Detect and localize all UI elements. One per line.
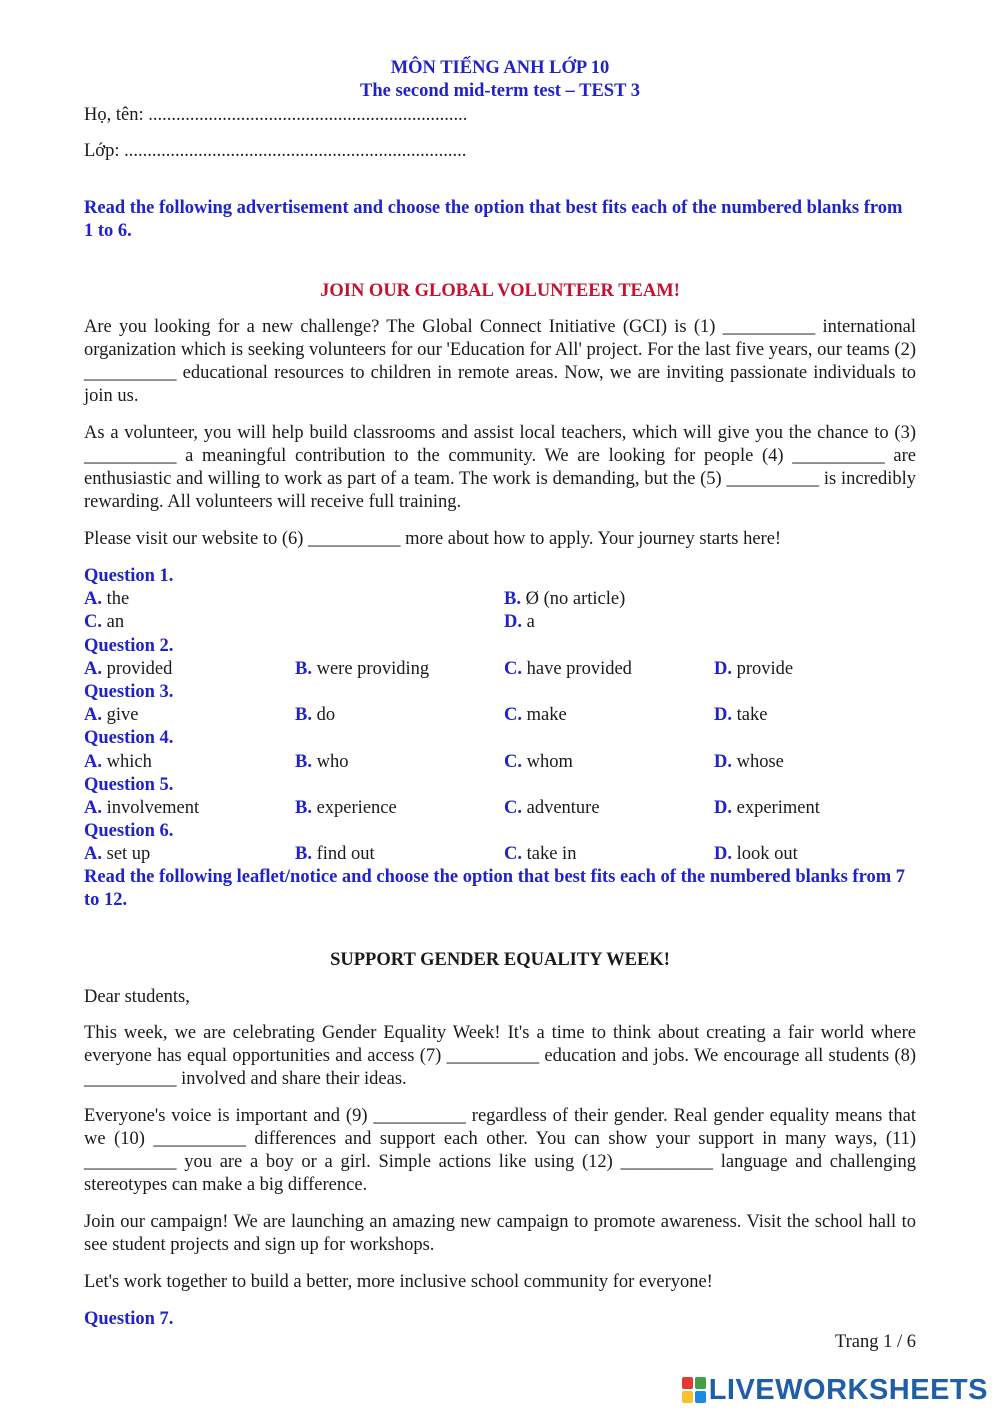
question-1-option-c[interactable]: C. an — [84, 612, 125, 633]
liveworksheets-logo[interactable] — [682, 1372, 988, 1408]
question-6-option-a[interactable]: A. set up — [84, 844, 151, 865]
question-5-option-c[interactable]: C. adventure — [504, 797, 600, 818]
question-7-label: Question 7. — [84, 1309, 174, 1329]
question-5-option-d[interactable]: D. experiment — [714, 797, 820, 818]
student-name-field[interactable]: Họ, tên: ..................................................................... — [84, 105, 468, 125]
section2-greeting: Dear students, — [84, 987, 190, 1007]
section2-paragraph-1: This week, we are celebrating Gender Equality Week! It's a time to think about creating a fair world where everyone has equal opportunities and access (7) __________ education and jobs. We encourage all students (8) __________ involved and share their ideas. — [84, 1023, 916, 1089]
section1-paragraph-1: Are you looking for a new challenge? The Global Connect Initiative (GCI) is (1) __________ international organization which is seeking volunteers for our 'Education for All' project. For the last five years, our teams (2) __________ educational resources to children in remote areas. Now, we are inviting passionate individuals to join us. — [84, 317, 916, 406]
question-1-label: Question 1. — [84, 566, 174, 586]
student-class-field[interactable]: Lớp: .......................................................................... — [84, 141, 467, 161]
question-5-option-b[interactable]: B. experience — [295, 797, 397, 818]
question-1-option-b[interactable]: B. Ø (no article) — [504, 589, 626, 610]
question-2-option-a[interactable]: A. provided — [84, 658, 173, 679]
section2-heading: SUPPORT GENDER EQUALITY WEEK! — [330, 950, 670, 970]
section2-paragraph-4: Let's work together to build a better, more inclusive school community for everyone! — [84, 1272, 713, 1292]
question-1-option-a[interactable]: A. the — [84, 589, 130, 610]
liveworksheets-logo-icon — [682, 1377, 706, 1403]
page-number: Trang 1 / 6 — [834, 1332, 916, 1352]
page-subtitle: The second mid-term test – TEST 3 — [360, 81, 640, 101]
question-1-option-d[interactable]: D. a — [504, 612, 535, 633]
question-3-option-b[interactable]: B. do — [295, 705, 336, 726]
question-4-option-d[interactable]: D. whose — [714, 751, 784, 772]
question-4-option-c[interactable]: C. whom — [504, 751, 573, 772]
section1-instruction: Read the following advertisement and choose the option that best fits each of the numbered blanks from 1 to 6. — [84, 198, 903, 241]
question-4-label: Question 4. — [84, 728, 174, 749]
section2-paragraph-2: Everyone's voice is important and (9) __________ regardless of their gender. Real gender equality means that we (10) __________ differences and support each other. You can show your support in many ways, (11) __________ you are a boy or a girl. Simple actions like using (12) __________ language and challenging stereotypes can make a big difference. — [84, 1106, 916, 1195]
section2-paragraph-3: Join our campaign! We are launching an amazing new campaign to promote awareness. Visit the school hall to see student projects and sign up for workshops. — [84, 1212, 916, 1255]
question-2-option-b[interactable]: B. were providing — [295, 658, 430, 679]
question-5-label: Question 5. — [84, 774, 174, 795]
question-2-option-c[interactable]: C. have provided — [504, 658, 632, 679]
section1-questions — [84, 565, 916, 866]
section1-paragraph-2: As a volunteer, you will help build classrooms and assist local teachers, which will give you the chance to (3) __________ a meaningful contribution to the community. We are looking for people (4) __________ are enthusiastic and willing to work as part of a team. The work is demanding, but the (5) __________ is incredibly rewarding. All volunteers will receive full training. — [84, 423, 916, 512]
question-2-option-d[interactable]: D. provide — [714, 658, 794, 679]
liveworksheets-brand-text: LIVEWORKSHEETS — [708, 1373, 988, 1406]
page-title: MÔN TIẾNG ANH LỚP 10 — [390, 58, 610, 78]
question-3-option-a[interactable]: A. give — [84, 705, 139, 726]
question-4-option-b[interactable]: B. who — [295, 751, 349, 772]
section1-heading: JOIN OUR GLOBAL VOLUNTEER TEAM! — [320, 281, 680, 301]
section1-paragraph-3: Please visit our website to (6) __________ more about how to apply. Your journey starts here! — [84, 529, 782, 549]
question-6-option-b[interactable]: B. find out — [295, 844, 375, 865]
question-5-option-a[interactable]: A. involvement — [84, 797, 200, 818]
question-3-option-d[interactable]: D. take — [714, 705, 768, 726]
question-6-option-d[interactable]: D. look out — [714, 844, 798, 865]
question-6-label: Question 6. — [84, 821, 174, 842]
question-3-label: Question 3. — [84, 681, 174, 702]
section2-instruction: Read the following leaflet/notice and choose the option that best fits each of the numbered blanks from 7 to 12. — [84, 867, 906, 910]
question-4-option-a[interactable]: A. which — [84, 751, 152, 772]
question-3-option-c[interactable]: C. make — [504, 705, 567, 726]
question-2-label: Question 2. — [84, 635, 174, 656]
question-6-option-c[interactable]: C. take in — [504, 844, 577, 865]
